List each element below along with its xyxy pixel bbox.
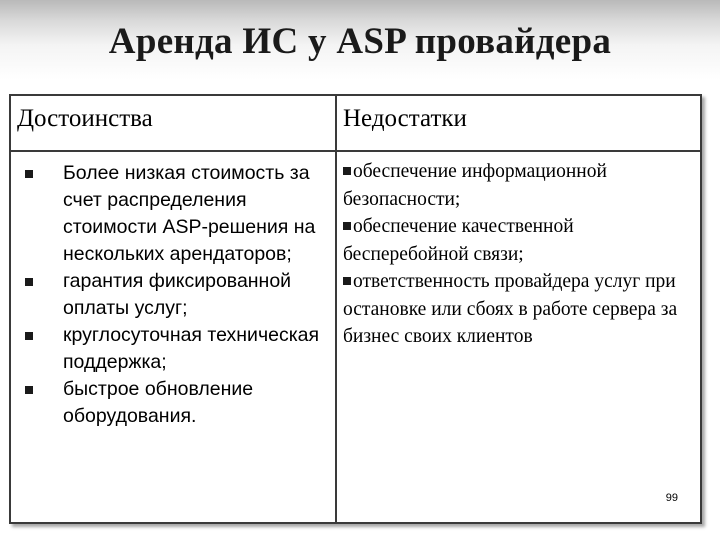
advantages-list [11, 160, 333, 430]
advantage-text: гарантия фиксированной оплаты услуг; [63, 270, 292, 319]
comparison-table [9, 94, 702, 524]
list-item [11, 322, 333, 376]
square-bullet-icon [25, 386, 33, 394]
square-bullet-icon [343, 222, 351, 230]
square-bullet-icon [343, 167, 351, 175]
advantage-text: круглосуточная техническая поддержка; [63, 324, 320, 373]
list-item [343, 158, 695, 213]
header-divider [11, 150, 700, 152]
advantage-text: Более низкая стоимость за счет распределения стоимости ASP-решения на нескольких арендаторов; [63, 162, 316, 265]
slide-title: Аренда ИС у ASP провайдера [108, 21, 612, 62]
list-item [11, 160, 333, 268]
column-divider [335, 96, 337, 522]
page-number: 99 [665, 492, 678, 504]
disadvantage-text: обеспечение качественной бесперебойной связи; [343, 216, 574, 265]
square-bullet-icon [25, 332, 33, 340]
list-item [11, 376, 333, 430]
list-item [343, 213, 695, 268]
advantage-text: быстрое обновление оборудования. [63, 378, 254, 427]
square-bullet-icon [343, 277, 351, 285]
header-advantages: Достоинства [17, 105, 153, 132]
disadvantages-list [343, 158, 695, 351]
square-bullet-icon [25, 278, 33, 286]
square-bullet-icon [25, 170, 33, 178]
disadvantage-text: ответственность провайдера услуг при остановке или сбоях в работе сервера за бизнес своих клиентов [343, 271, 678, 347]
list-item [343, 268, 695, 351]
disadvantage-text: обеспечение информационной безопасности; [343, 161, 607, 210]
header-disadvantages: Недостатки [343, 105, 467, 132]
list-item [11, 268, 333, 322]
